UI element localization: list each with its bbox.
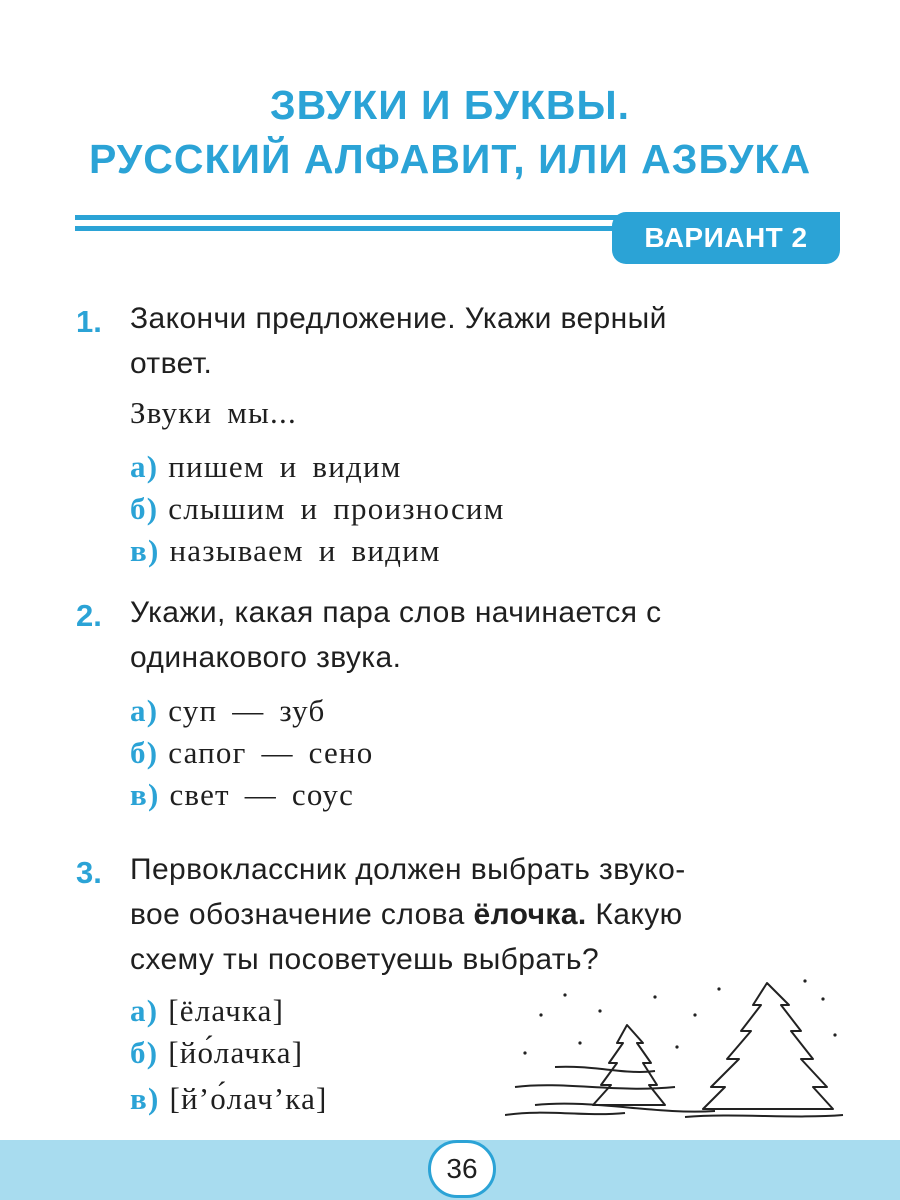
option-text: суп — зуб [168,693,326,728]
question-1-line-1: Закончи предложение. Укажи верный [130,302,667,335]
q3-option-c[interactable] [130,1078,328,1120]
question-3-line-3: схему ты посоветуешь выбрать? [130,943,600,976]
option-text: сапог — сено [168,735,374,770]
question-3-line-2 [130,892,840,937]
q1-option-c[interactable] [130,530,441,572]
question-2-line-1: Укажи, какая пара слов начинается с [130,596,662,629]
page-number: 36 [428,1140,496,1198]
option-text: пишем и видим [168,449,402,484]
option-letter: в) [130,1081,160,1116]
question-2-number: 2. [76,598,102,633]
question-3-line-1: Первоклассник должен выбрать звуко- [130,853,686,886]
question-2-prompt [130,590,840,680]
option-letter: б) [130,735,159,770]
question-1-number: 1. [76,304,102,339]
q1-option-b[interactable] [130,488,505,530]
keyword-yolochka: ёлочка. [473,898,587,931]
question-3-line-2-end: Какую [586,898,683,931]
divider-line [75,215,695,220]
question-1-prompt [130,296,840,386]
question-1-stem: Звуки мы... [130,395,297,430]
q2-option-b[interactable] [130,732,373,774]
question-2-line-2: одинакового звука. [130,641,402,674]
question-3-prompt [130,847,840,982]
option-letter: в) [130,533,160,568]
q2-option-a[interactable] [130,690,325,732]
option-text: слышим и произносим [168,491,505,526]
option-text: называем и видим [169,533,441,568]
option-letter: а) [130,693,159,728]
option-text: свет — соус [169,777,355,812]
fir-trees-illustration [505,975,845,1120]
option-letter: а) [130,993,159,1028]
option-letter: а) [130,449,159,484]
question-3-line-2-start: вое обозначение слова [130,898,474,931]
option-letter: в) [130,777,160,812]
q3-option-b[interactable] [130,1032,303,1074]
option-letter: б) [130,491,159,526]
title-line-2: РУССКИЙ АЛФАВИТ, ИЛИ АЗБУКА [88,136,812,182]
q2-option-c[interactable] [130,774,354,816]
option-text: [йо́лачка] [168,1035,304,1070]
question-1-line-2: ответ. [130,347,213,380]
title-line-1: ЗВУКИ И БУКВЫ. [269,82,631,128]
divider-line [75,226,655,231]
page-title [0,78,900,186]
q3-option-a[interactable] [130,990,284,1032]
variant-badge: ВАРИАНТ 2 [612,212,840,264]
option-text: [ёлачка] [168,993,285,1028]
option-text: [й’о́лач’ка] [169,1081,328,1116]
q1-option-a[interactable] [130,446,402,488]
question-3-number: 3. [76,855,102,890]
option-letter: б) [130,1035,159,1070]
